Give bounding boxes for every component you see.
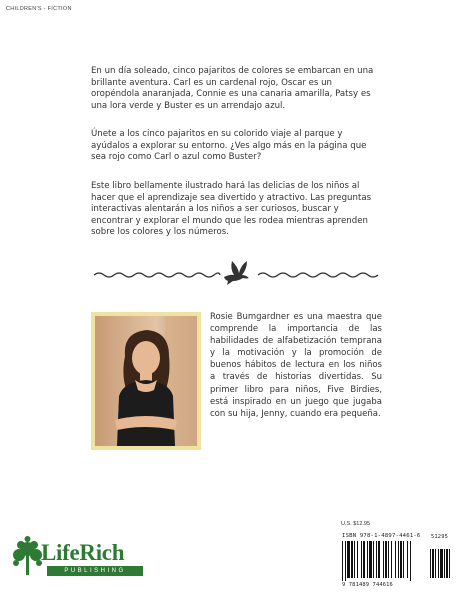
blurb-paragraph-2: Únete a los cinco pajaritos en su colorido viaje al parque y ayúdalos a explorar su entorno. ¿Ves algo más en la página que sea rojo como Carl o azul como Buster? <box>91 129 367 163</box>
author-photo <box>91 312 201 450</box>
barcode-bar <box>398 541 399 578</box>
barcode-bar <box>351 541 353 578</box>
barcode-bar <box>373 541 374 578</box>
price-label: U.S. $12.95 <box>341 521 371 527</box>
barcode-addon-bar <box>432 549 434 578</box>
barcode-bar <box>407 541 408 578</box>
barcode-bar <box>345 541 346 581</box>
barcode-addon-bar <box>430 549 431 578</box>
wavy-line-left <box>94 273 220 277</box>
author-portrait-image <box>95 316 197 446</box>
barcode-bar <box>369 541 372 578</box>
barcode-bar <box>383 541 384 578</box>
barcode-bar <box>403 541 404 578</box>
dove-icon <box>224 261 249 285</box>
blurb-paragraph-3: Este libro bellamente ilustrado hará las delicias de los niños al hacer que el aprendizaje sea divertido y atractivo. Las preguntas interactivas alentarán a los niños a ser curiosos, buscar y encontrar y explorar el mundo que les rodea mientras aprenden sobre los colores y los números. <box>91 181 372 238</box>
author-bio: Rosie Bumgardner es una maestra que comprende la importancia de las habilidades de alfabetización temprana y la motivación y la promoción de buenos hábitos de lectura en los niños a través de historias divertidas. Su primer libro para niños, Five Birdies, está inspirado en un juego que jugaba con su hija, Jenny, cuando era pequeña. <box>210 312 382 419</box>
price-code: 51295 <box>431 534 448 540</box>
barcode-bar <box>410 541 411 581</box>
barcode-bar <box>391 541 392 578</box>
barcode-bar <box>385 541 387 578</box>
barcode-number: 9 781489 744616 <box>342 582 393 588</box>
barcode-bar <box>400 541 402 578</box>
barcode-bar <box>354 541 355 578</box>
barcode-addon-bar <box>435 549 436 578</box>
barcode-bar <box>376 541 377 578</box>
dove-divider <box>92 257 379 289</box>
barcode-addon-bar <box>444 549 445 578</box>
barcode-bar <box>378 541 380 578</box>
barcode-bar <box>357 541 358 578</box>
publisher-tagline: PUBLISHING <box>47 566 143 576</box>
barcode-addon-bar <box>449 549 450 578</box>
barcode-bar <box>388 541 389 578</box>
category-label: CHILDREN'S - FICTION <box>6 6 72 12</box>
isbn-label: ISBN 978-1-4897-4461-6 <box>342 533 421 539</box>
barcode-addon-bar <box>440 549 443 578</box>
barcode-addon-bar <box>438 549 439 578</box>
publisher-name: LifeRich <box>41 540 125 565</box>
barcode-bar <box>363 541 365 578</box>
barcode-bar <box>367 541 368 578</box>
barcode-bar <box>347 541 350 578</box>
blurb-paragraph-1: En un día soleado, cinco pajaritos de colores se embarcan en una brillante aventura. Carl es un cardenal rojo, Oscar es un oropéndola anaranjada, Connie es una canaria amarilla, Patsy es una lora verde y Buster es un arrendajo azul. <box>91 66 374 111</box>
barcode-bars <box>342 541 453 581</box>
barcode-bar <box>395 541 396 578</box>
tree-logo-icon <box>13 536 42 575</box>
barcode-addon-bar <box>446 549 448 578</box>
barcode-bar <box>361 541 362 578</box>
wavy-line-right <box>258 273 378 277</box>
barcode-bar <box>342 541 343 581</box>
